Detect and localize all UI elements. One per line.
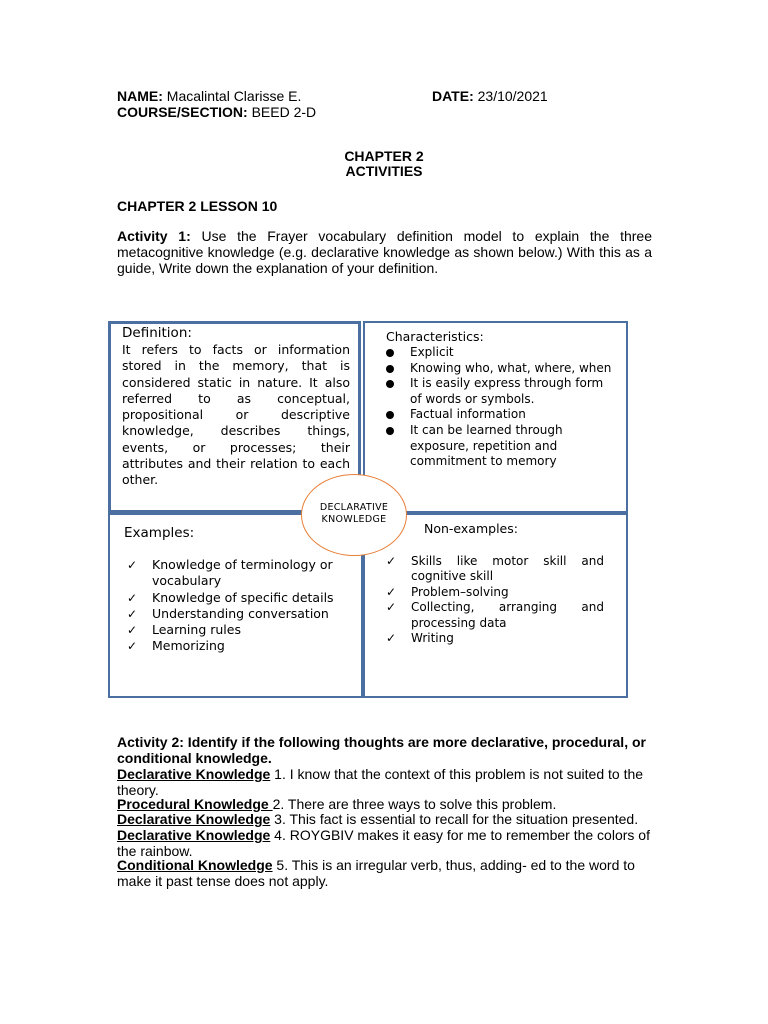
check-icon: ✓ <box>386 631 397 646</box>
chapter-title: CHAPTER 2 <box>344 148 424 164</box>
answer-item <box>117 827 655 859</box>
answer-text: 3. This fact is essential to recall for the situation presented. <box>270 811 639 827</box>
list-item: It is easily express through form of words or symbols. <box>384 376 614 407</box>
center-label-line: KNOWLEDGE <box>321 514 387 525</box>
bullet-icon <box>386 349 394 357</box>
course-line <box>117 104 316 120</box>
examples-list <box>127 557 352 655</box>
chapter-subtitle: ACTIVITIES <box>345 163 423 179</box>
answer-text: 4. ROYGBIV makes it easy for me to remember the colors of the rainbow. <box>117 827 650 859</box>
date-label: DATE: <box>432 88 474 104</box>
center-label <box>301 502 407 526</box>
activity1-text: Use the Frayer vocabulary definition model to explain the three metacognitive knowledge (e.g. declarative knowledge as shown below.) With this as a guide, Write down the explanation of your definition. <box>117 228 652 276</box>
answer-label: Declarative Knowledge <box>117 766 271 782</box>
list-item: ✓ Knowledge of terminology or vocabulary <box>127 557 333 589</box>
name-line <box>117 88 301 104</box>
answer-label: Conditional Knowledge <box>117 857 273 873</box>
bullet-icon <box>386 411 394 419</box>
answer-text: 1. I know that the context of this problem is not suited to the theory. <box>117 766 644 798</box>
definition-text: It refers to facts or information stored in the memory, that is considered static in nature. It also referred to as conceptual, propositional or descriptive knowledge, describes things, events, or processes; their attributes and their relation to each other. <box>122 342 350 488</box>
list-item: ✓ Knowledge of specific details <box>127 589 334 605</box>
answer-label: Declarative Knowledge <box>117 827 271 843</box>
check-icon: ✓ <box>127 623 138 638</box>
bullet-icon <box>386 365 394 373</box>
date-value: 23/10/2021 <box>473 88 548 104</box>
activity2-heading: Activity 2: Identify if the following thoughts are more declarative, procedural, or conditional knowledge. <box>117 734 646 766</box>
list-item: Knowing who, what, where, when <box>384 361 614 377</box>
list-item: ✓ Understanding conversation <box>127 605 329 621</box>
answer-text: 5. This is an irregular verb, thus, adding- ed to the word to make it past tense does not apply. <box>117 857 635 889</box>
answer-label: Procedural Knowledge <box>117 796 273 812</box>
answer-item <box>117 811 655 827</box>
name-value: Macalintal Clarisse E. <box>162 88 302 104</box>
list-item: ✓ Writing <box>386 631 454 646</box>
list-item: ✓ Skills like motor skill and cognitive skill <box>386 554 604 584</box>
non-examples-list <box>386 554 604 646</box>
characteristics-title: Characteristics: <box>386 329 484 344</box>
definition-title: Definition: <box>122 325 192 341</box>
examples-title: Examples: <box>124 525 195 541</box>
bullet-icon <box>386 427 394 435</box>
check-icon: ✓ <box>386 584 397 599</box>
check-icon: ✓ <box>127 590 138 605</box>
course-label: COURSE/SECTION: <box>117 104 248 120</box>
answer-item <box>117 796 655 812</box>
list-item: Explicit <box>384 345 614 361</box>
list-item: ✓ Memorizing <box>127 638 225 654</box>
check-icon: ✓ <box>127 606 138 621</box>
answer-item <box>117 857 655 889</box>
check-icon: ✓ <box>127 639 138 654</box>
characteristics-list <box>384 345 614 470</box>
check-icon: ✓ <box>127 558 138 572</box>
bullet-icon <box>386 380 394 388</box>
check-icon: ✓ <box>386 600 397 615</box>
answer-label: Declarative Knowledge <box>117 811 271 827</box>
answer-text: 2. There are three ways to solve this problem. <box>272 796 557 812</box>
answer-item <box>117 766 655 798</box>
non-examples-title: Non-examples: <box>424 521 518 536</box>
activity1-instructions <box>117 228 652 276</box>
list-item: ✓ Collecting, arranging and processing data <box>386 600 604 630</box>
list-item: ✓ Problem–solving <box>386 584 509 599</box>
list-item: ✓ Learning rules <box>127 622 241 638</box>
course-value: BEED 2-D <box>247 104 317 120</box>
activity1-label: Activity 1: <box>117 228 191 244</box>
check-icon: ✓ <box>386 554 397 568</box>
list-item: It can be learned through exposure, repetition and commitment to memory <box>384 423 614 470</box>
center-label-line: DECLARATIVE <box>319 502 389 513</box>
lesson-title: CHAPTER 2 LESSON 10 <box>117 198 278 214</box>
name-label: NAME: <box>117 88 163 104</box>
list-item: Factual information <box>384 407 614 423</box>
date-line <box>432 88 548 104</box>
